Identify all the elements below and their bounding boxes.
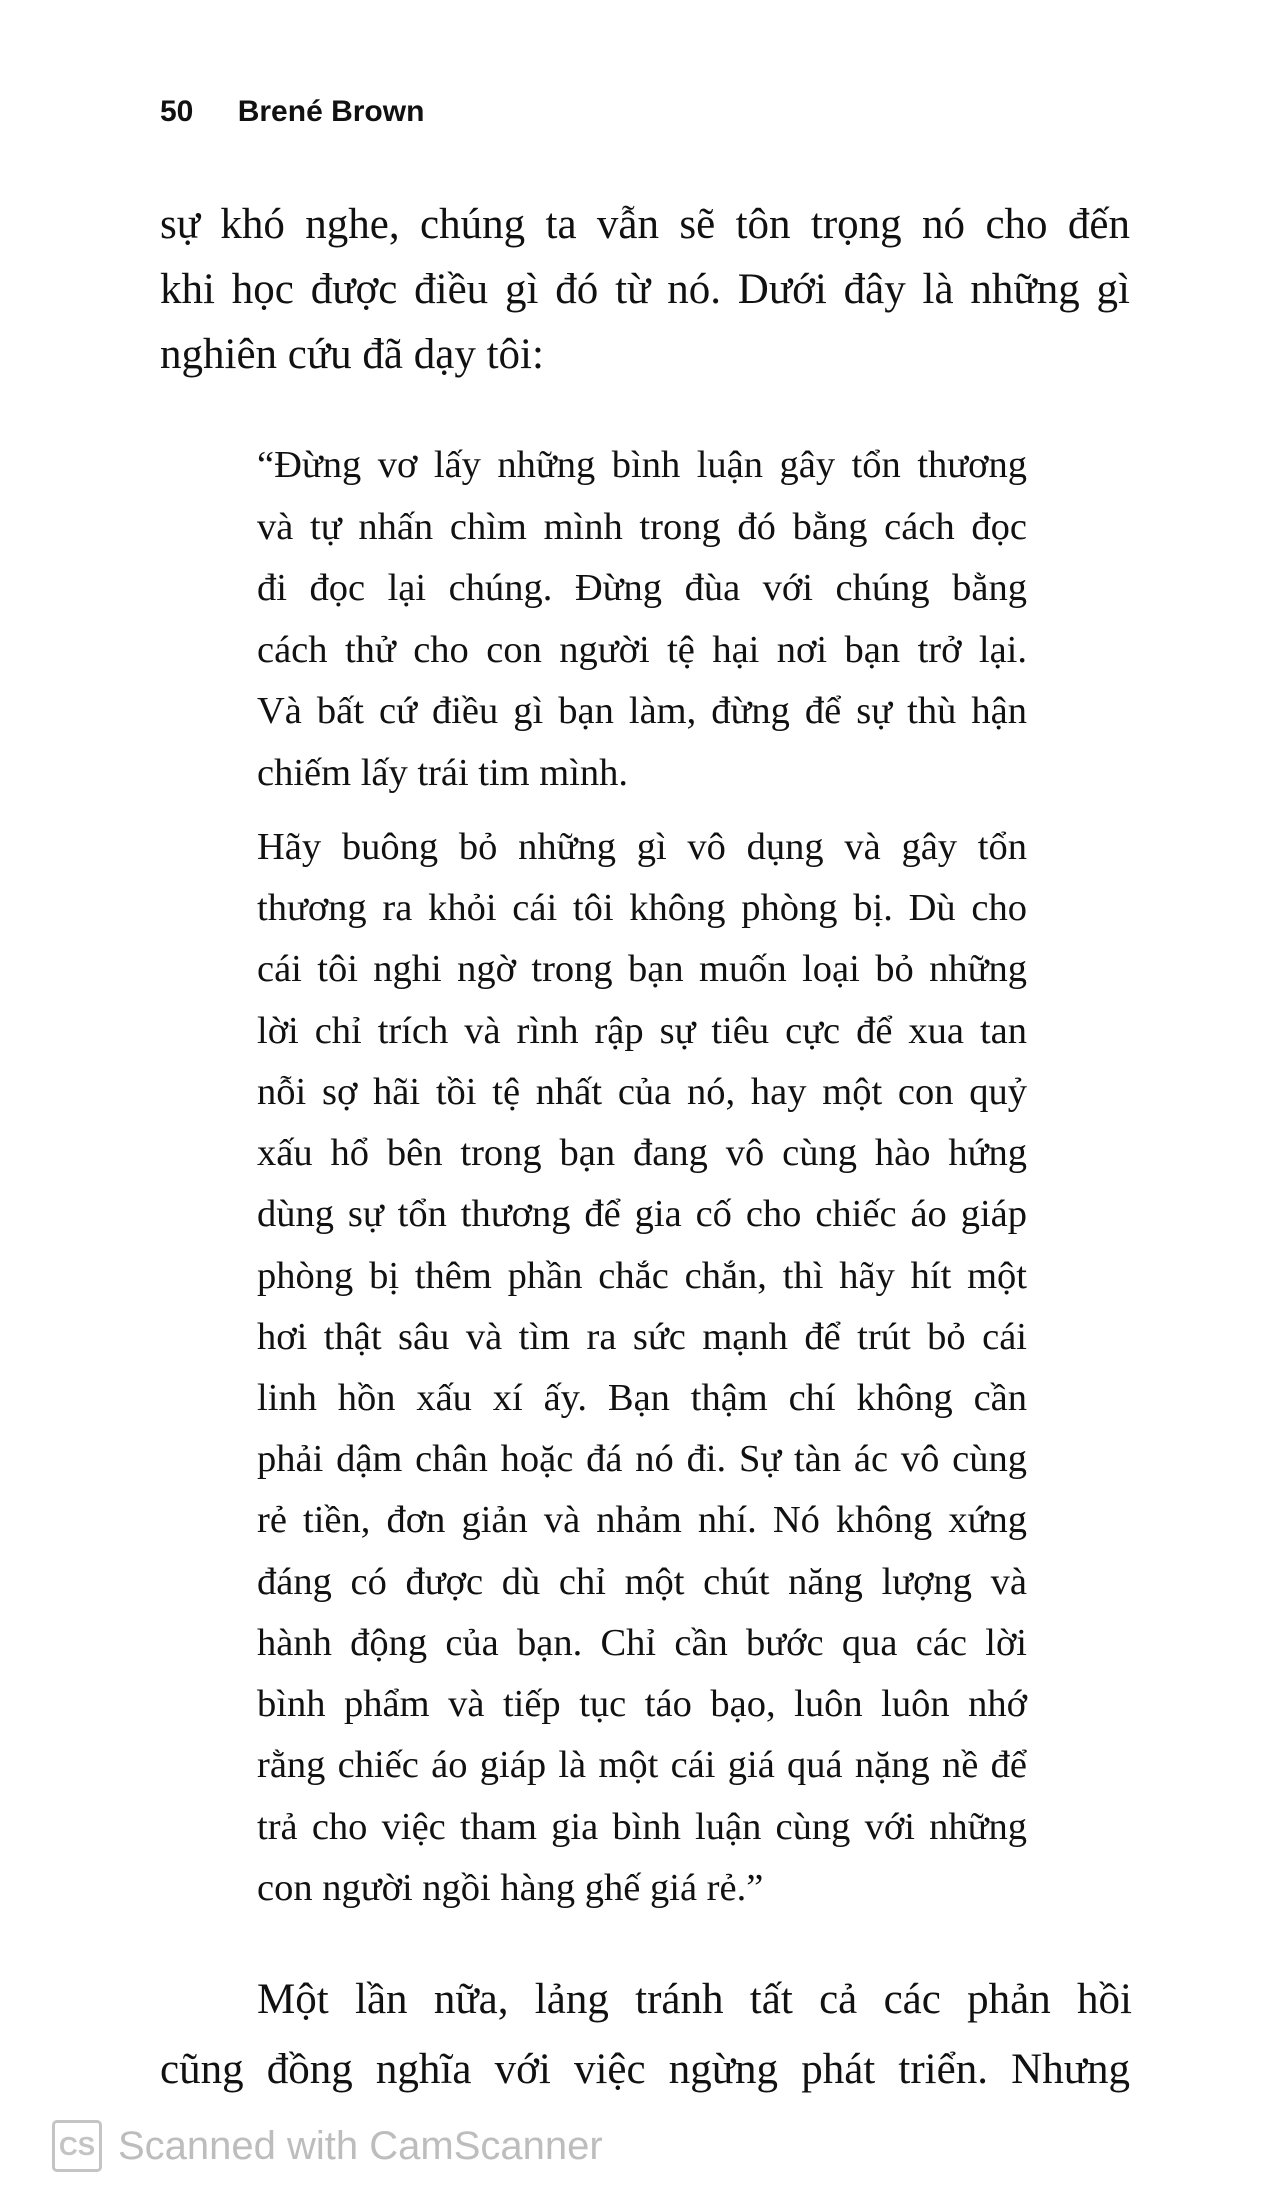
quote-paragraph1-line: chiếm lấy trái tim mình.: [257, 751, 629, 794]
quote-paragraph2-line: con người ngồi hàng ghế giá rẻ.”: [257, 1866, 764, 1909]
paragraph1-line: khi học được điều gì đó từ nó. Dưới đây là những gì: [160, 266, 1130, 313]
watermark-text: Scanned with CamScanner: [118, 2123, 603, 2168]
page-number: 50: [160, 95, 194, 128]
quote-paragraph1-line: và tự nhấn chìm mình trong đó bằng cách đọc: [257, 505, 1027, 548]
quote-paragraph1-line: cách thử cho con người tệ hại nơi bạn trở lại.: [257, 628, 1027, 671]
quote-paragraph1-line: “Đừng vơ lấy những bình luận gây tổn thương: [257, 444, 1027, 486]
author-name: Brené Brown: [237, 95, 425, 128]
paragraph2-line: Một lần nữa, lảng tránh tất cả các phản hồi: [257, 1976, 1132, 2023]
quote-paragraph2-line: trả cho việc tham gia bình luận cùng với những: [257, 1805, 1027, 1848]
paragraph1-line: sự khó nghe, chúng ta vẫn sẽ tôn trọng nó cho đến: [160, 201, 1130, 248]
quote-paragraph2-line: hành động của bạn. Chỉ cần bước qua các lời: [257, 1621, 1027, 1664]
quote-paragraph2-line: nỗi sợ hãi tồi tệ nhất của nó, hay một con quỷ: [257, 1070, 1027, 1113]
quote-paragraph2-line: hơi thật sâu và tìm ra sức mạnh để trút bỏ cái: [257, 1315, 1027, 1358]
quote-paragraph2-line: bình phẩm và tiếp tục táo bạo, luôn luôn nhớ: [257, 1683, 1027, 1726]
paragraph2-line: cũng đồng nghĩa với việc ngừng phát triển. Nhưng: [160, 2046, 1130, 2093]
quote-paragraph2-line: đáng có được dù chỉ một chút năng lượng và: [257, 1560, 1027, 1603]
quote-paragraph2-line: thương ra khỏi cái tôi không phòng bị. Dù cho: [257, 887, 1027, 930]
quote-paragraph2-line: xấu hổ bên trong bạn đang vô cùng hào hứng: [257, 1132, 1027, 1175]
quote-paragraph2-line: dùng sự tổn thương để gia cố cho chiếc áo giáp: [257, 1193, 1027, 1236]
quote-paragraph2-line: Hãy buông bỏ những gì vô dụng và gây tổn: [257, 826, 1027, 868]
quote-paragraph2-line: phòng bị thêm phần chắc chắn, thì hãy hít một: [257, 1254, 1027, 1297]
quote-paragraph2-line: rẻ tiền, đơn giản và nhảm nhí. Nó không xứng: [257, 1499, 1027, 1542]
quote-paragraph2-line: rằng chiếc áo giáp là một cái giá quá nặng nề để: [257, 1744, 1027, 1787]
quote-paragraph2-line: phải dậm chân hoặc đá nó đi. Sự tàn ác vô cùng: [257, 1438, 1027, 1481]
camscanner-logo-icon: CS: [52, 2120, 102, 2172]
quote-paragraph2-line: cái tôi nghi ngờ trong bạn muốn loại bỏ những: [257, 948, 1027, 991]
camscanner-watermark: [52, 2120, 603, 2172]
quote-paragraph2-line: linh hồn xấu xí ấy. Bạn thậm chí không cần: [257, 1377, 1027, 1420]
running-header: [160, 95, 424, 129]
quote-paragraph2-line: lời chỉ trích và rình rập sự tiêu cực để xua tan: [257, 1009, 1027, 1052]
quote-paragraph1-line: Và bất cứ điều gì bạn làm, đừng để sự thù hận: [257, 690, 1027, 733]
paragraph1-line: nghiên cứu đã dạy tôi:: [160, 331, 544, 378]
quote-paragraph1-line: đi đọc lại chúng. Đừng đùa với chúng bằng: [257, 567, 1027, 610]
